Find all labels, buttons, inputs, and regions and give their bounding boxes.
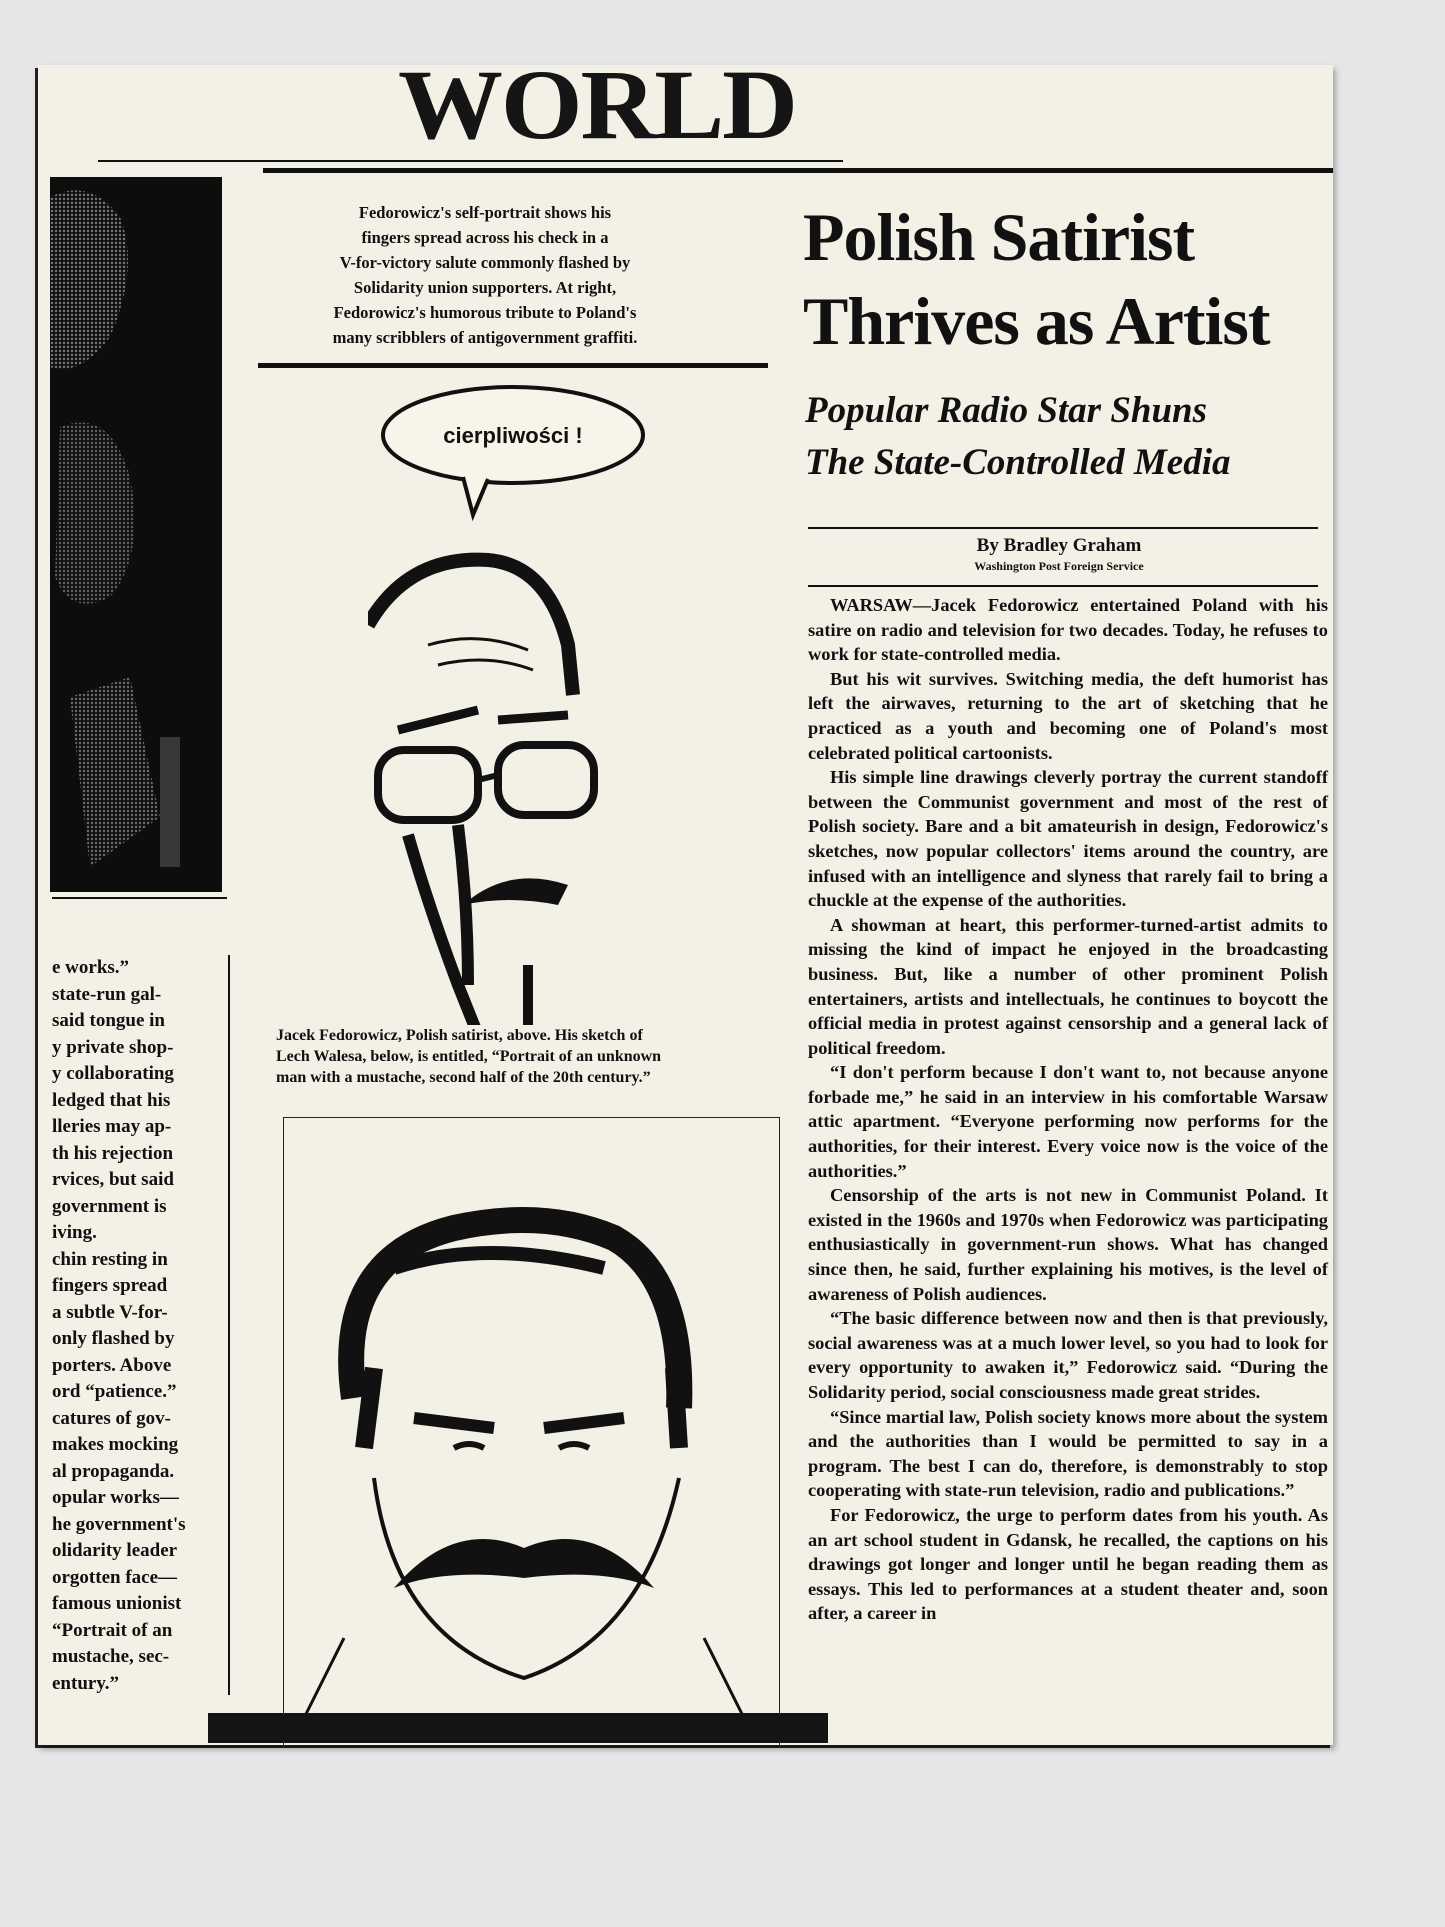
left-line: chin resting in	[52, 1248, 168, 1270]
walesa-sketch	[284, 1118, 779, 1745]
left-column-text	[52, 955, 220, 1697]
caption-line: Solidarity union supporters. At right,	[353, 278, 617, 297]
left-line: “Portrait of an	[52, 1619, 173, 1641]
photo-caption-top	[250, 200, 720, 350]
left-line: mustache, sec-	[52, 1646, 170, 1667]
subhead-line-2: The State-Controlled Media	[805, 442, 1231, 483]
article-paragraph: For Fedorowicz, the urge to perform dates from his youth. As an art school student in Gdansk, he recalled, the captions on his drawings got longer and longer until he began reading them as essays. This led to performances at a student theater and, soon after, a career in	[808, 1504, 1328, 1624]
byline-service: Washington Post Foreign Service	[974, 559, 1144, 573]
left-line: iving.	[52, 1222, 97, 1243]
left-line: he government's	[52, 1513, 186, 1535]
caption-line: Fedorowicz's humorous tribute to Poland's	[333, 303, 637, 322]
headline-line-2: Thrives as Artist	[803, 283, 1270, 359]
subheadline	[805, 385, 1325, 489]
cartoon-drawing	[368, 385, 668, 1025]
left-line: a subtle V-for-	[52, 1301, 168, 1323]
bottom-photo-strip	[208, 1713, 828, 1743]
byline-rule-bottom	[808, 585, 1318, 587]
masthead: WORLD	[398, 65, 796, 160]
byline	[803, 535, 1315, 574]
article-paragraph: “The basic difference between now and then is that previously, social awareness was at a much lower level, so you had to look for every opportunity to awaken it,” Fedorowicz said. “During the Solidarity period, social consciousness made great strides.	[808, 1308, 1328, 1402]
left-line: ord “patience.”	[52, 1381, 177, 1402]
left-line: y private shop-	[52, 1036, 174, 1058]
article-paragraph: “Since martial law, Polish society knows more about the system and the authorities than I would be permitted to say in a program. The best I can do, therefore, is demonstrably to stop cooperating with state-run television, radio and publications.”	[808, 1406, 1328, 1501]
left-line: opular works—	[52, 1487, 179, 1508]
caption-line: man with a mustache, second half of the 20th century.”	[276, 1069, 651, 1086]
left-line: government is	[52, 1195, 167, 1217]
subhead-line-1: Popular Radio Star Shuns	[805, 390, 1208, 431]
caption-line: many scribblers of antigovernment graffiti.	[332, 328, 638, 347]
walesa-sketch-frame	[283, 1117, 780, 1745]
left-line: entury.”	[52, 1672, 120, 1694]
caption-rule	[258, 363, 768, 368]
left-line: y collaborating	[52, 1063, 174, 1084]
caption-line: Jacek Fedorowicz, Polish satirist, above. His sketch of	[276, 1027, 643, 1044]
article-paragraph: But his wit survives. Switching media, the deft humorist has left the airwaves, returning to the art of sketching that he practiced as a youth and becoming one of Poland's most celebrated political cartoonists.	[808, 668, 1328, 763]
article-body	[808, 593, 1328, 1626]
newspaper-page	[38, 65, 1333, 1745]
article-paragraph: “I don't perform because I don't want to, not because anyone forbade me,” he said in an interview in his comfortable Warsaw attic apartment. “Everyone performing now performs for the authorities, for their interest. Every voice now is the voice of the authorities.”	[808, 1062, 1328, 1181]
photo-caption-middle	[276, 1025, 816, 1088]
left-line: lleries may ap-	[52, 1116, 172, 1137]
top-column-rule	[263, 168, 1333, 173]
article-paragraph: His simple line drawings cleverly portray the current standoff between the Communist government and most of the rest of Polish society. Bare and a bit amateurish in design, Fedorowicz's sketches, now popular collectors' items around the country, are infused with an intelligence and slyness that rarely fail to bring a chuckle at the expense of the authorities.	[808, 767, 1328, 911]
left-line: porters. Above	[52, 1354, 172, 1376]
article-paragraph: A showman at heart, this performer-turned-artist admits to missing the kind of impact he enjoyed in the broadcasting business. But, like a number of other prominent Polish entertainers, artists and intellectuals, he continues to boycott the official media in protest against censorship and a general lack of political freedom.	[808, 914, 1328, 1058]
article-paragraph: Censorship of the arts is not new in Communist Poland. It existed in the 1960s and 1970s when Fedorowicz was participating enthusiastically in government-run shows. What has changed since then, he said, further explaining his motives, is the level of awareness of Polish audiences.	[808, 1185, 1328, 1304]
left-line: orgotten face—	[52, 1566, 178, 1588]
caption-line: fingers spread across his check in a	[361, 228, 609, 247]
self-portrait-cartoon	[368, 385, 668, 1030]
left-line: catures of gov-	[52, 1407, 171, 1429]
byline-author: By Bradley Graham	[976, 535, 1142, 556]
left-line: th his rejection	[52, 1142, 174, 1164]
caption-line: Fedorowicz's self-portrait shows his	[358, 203, 612, 222]
caption-line: Lech Walesa, below, is entitled, “Portrait of an unknown	[276, 1048, 662, 1065]
article-paragraph: WARSAW—Jacek Fedorowicz entertained Poland with his satire on radio and television for two decades. Today, he refuses to work for state-controlled media.	[808, 595, 1328, 665]
left-line: makes mocking	[52, 1434, 179, 1455]
headline-line-1: Polish Satirist	[803, 199, 1195, 275]
left-line: ledged that his	[52, 1089, 171, 1111]
left-line: only flashed by	[52, 1328, 175, 1349]
halftone-photo-image	[50, 177, 222, 892]
headline	[803, 195, 1323, 363]
left-line: state-run gal-	[52, 983, 162, 1005]
left-line: al propaganda.	[52, 1460, 175, 1482]
cropped-photo	[50, 177, 222, 892]
speech-bubble-text: cierpliwości !	[443, 423, 583, 448]
left-line: rvices, but said	[52, 1169, 174, 1190]
caption-line: V-for-victory salute commonly flashed by	[339, 253, 631, 272]
left-line: e works.”	[52, 957, 130, 978]
left-line: fingers spread	[52, 1275, 168, 1296]
masthead-rule	[98, 160, 843, 162]
left-column-rule-v	[228, 955, 230, 1695]
left-line: famous unionist	[52, 1593, 182, 1614]
left-column-rule-top	[52, 897, 227, 899]
left-line: said tongue in	[52, 1010, 165, 1031]
byline-rule-top	[808, 527, 1318, 529]
left-line: olidarity leader	[52, 1540, 178, 1561]
